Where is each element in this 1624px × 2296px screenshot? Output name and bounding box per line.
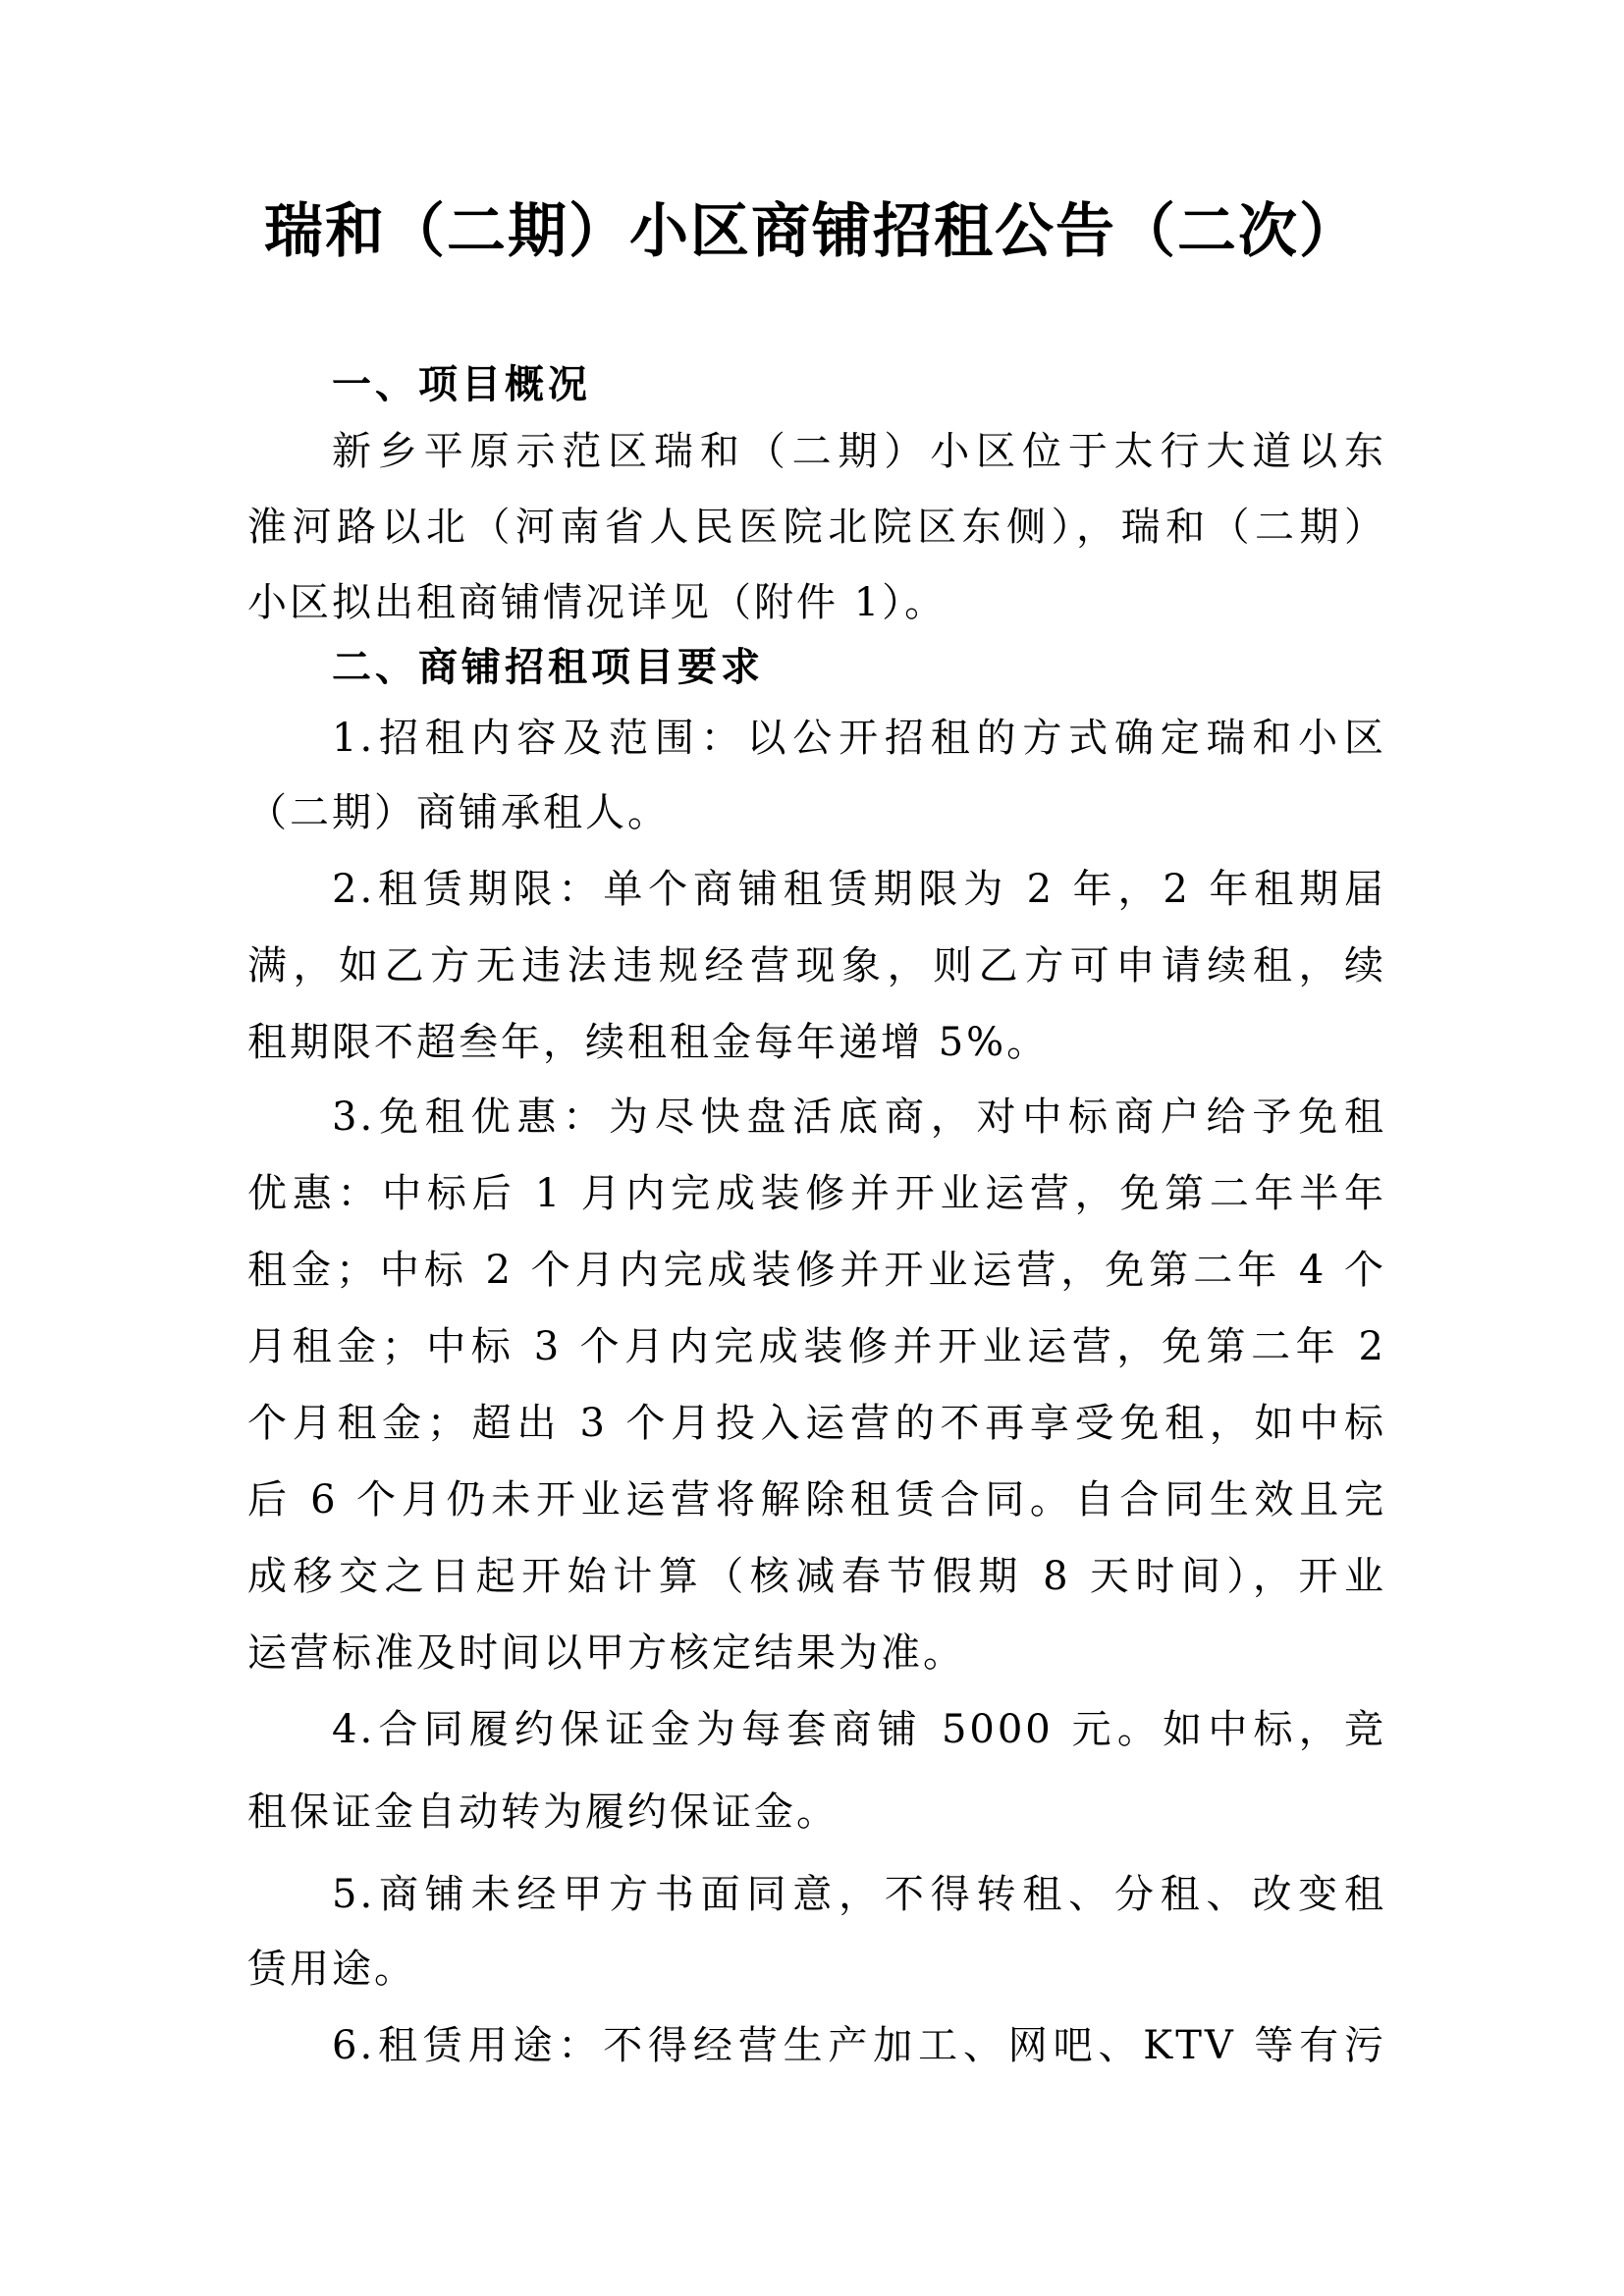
section-heading-project-overview: 一、项目概况 [332,362,591,407]
paragraph-line: 成移交之日起开始计算（核减春节假期 8 天时间），开业 [247,1554,1386,1599]
paragraph-line: 后 6 个月仍未开业运营将解除租赁合同。自合同生效且完 [247,1477,1386,1522]
paragraph-line: 优惠：中标后 1 月内完成装修并开业运营，免第二年半年 [247,1171,1386,1216]
paragraph-line: 租期限不超叁年，续租租金每年递增 5%。 [247,1020,1050,1065]
paragraph-line: 运营标准及时间以甲方核定结果为准。 [247,1630,965,1676]
paragraph-line: 6.租赁用途：不得经营生产加工、网吧、KTV 等有污 [332,2023,1386,2068]
paragraph-line: 1.招租内容及范围：以公开招租的方式确定瑞和小区 [332,716,1386,761]
paragraph-line: 租保证金自动转为履约保证金。 [247,1789,839,1835]
paragraph-line: 租金；中标 2 个月内完成装修并开业运营，免第二年 4 个 [247,1248,1386,1293]
paragraph-line: 满，如乙方无违法违规经营现象，则乙方可申请续租，续 [247,943,1386,988]
section-heading-leasing-requirements: 二、商铺招租项目要求 [332,645,764,690]
paragraph-line: 5.商铺未经甲方书面同意，不得转租、分租、改变租 [332,1872,1386,1917]
paragraph-line: 小区拟出租商铺情况详见（附件 1）。 [247,580,947,625]
paragraph-line: 个月租金；超出 3 个月投入运营的不再享受免租，如中标 [247,1401,1386,1446]
paragraph-line: 2.租赁期限：单个商铺租赁期限为 2 年，2 年租期届 [332,867,1386,912]
paragraph-line: 4.合同履约保证金为每套商铺 5000 元。如中标，竞 [332,1707,1386,1752]
paragraph-line: 赁用途。 [247,1947,416,1992]
paragraph-line: （二期）商铺承租人。 [247,790,670,835]
paragraph-line: 新乡平原示范区瑞和（二期）小区位于太行大道以东 [332,429,1386,474]
document-title: 瑞和（二期）小区商铺招租公告（二次） [264,197,1360,266]
paragraph-line: 淮河路以北（河南省人民医院北院区东侧），瑞和（二期） [247,505,1386,550]
paragraph-line: 3.免租优惠：为尽快盘活底商，对中标商户给予免租 [332,1095,1386,1140]
paragraph-line: 月租金；中标 3 个月内完成装修并开业运营，免第二年 2 [247,1324,1386,1369]
